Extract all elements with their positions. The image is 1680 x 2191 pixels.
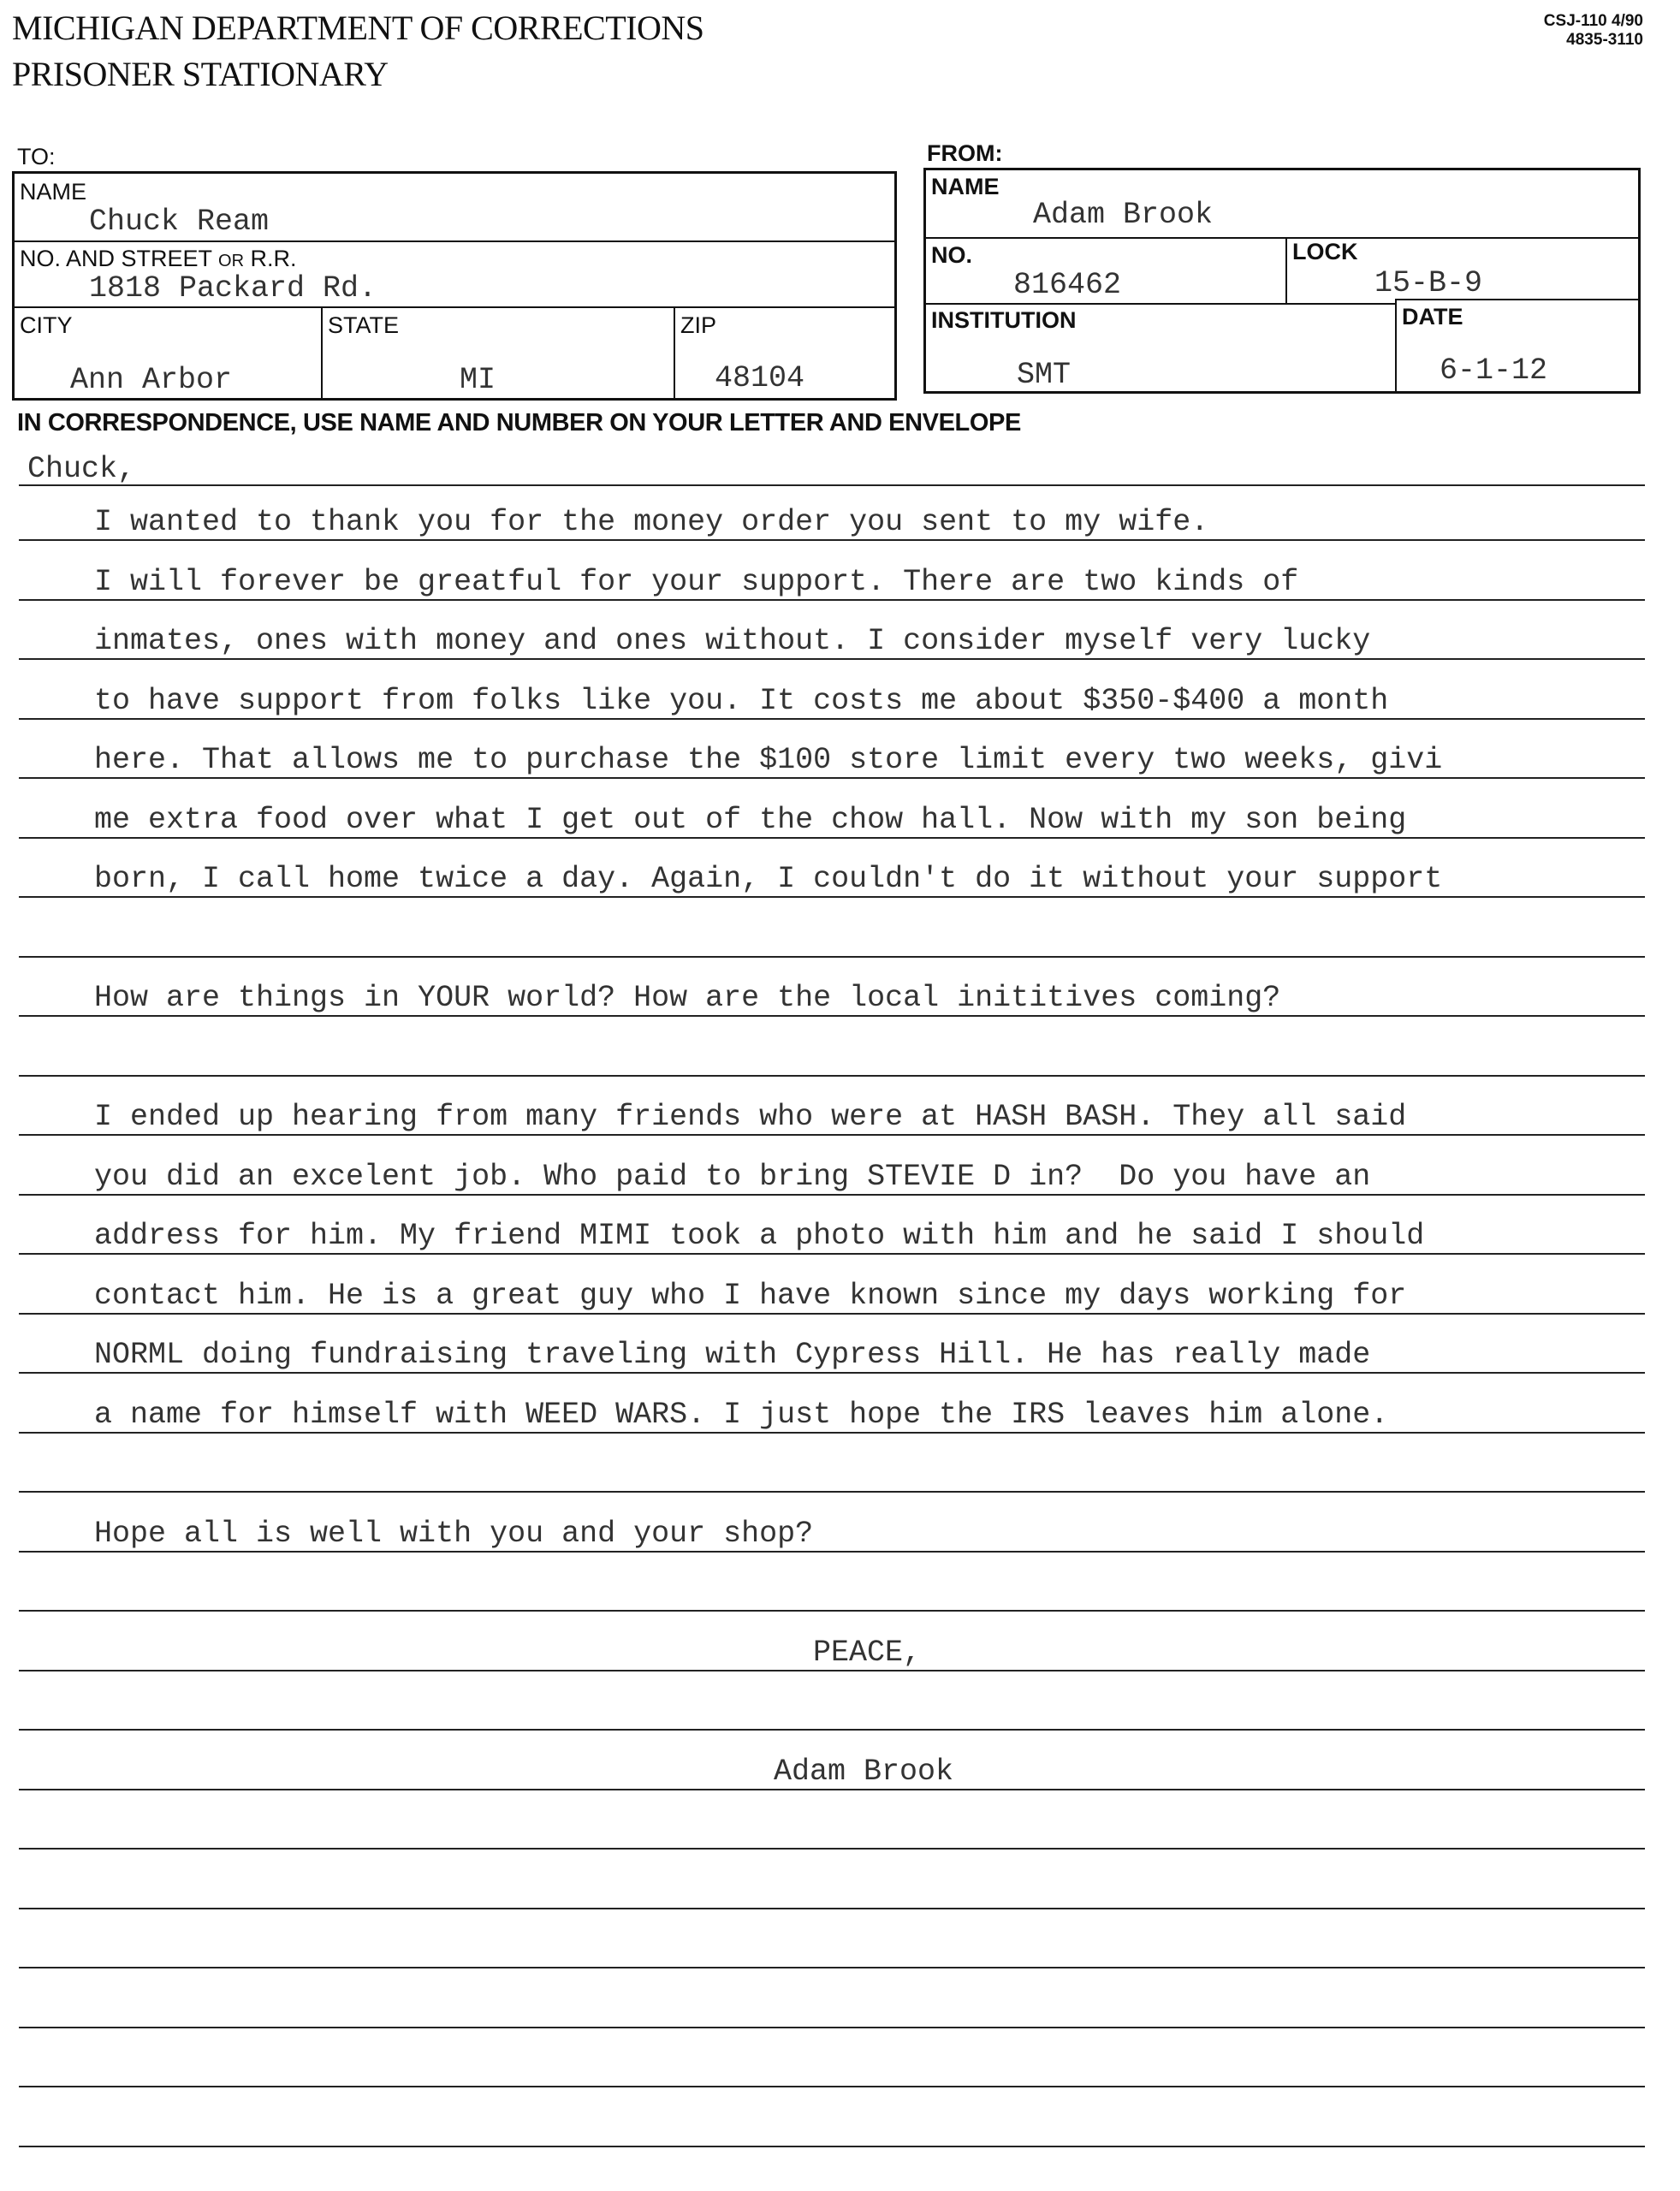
from-divider-1 [926, 237, 1638, 239]
from-divider-no-lock [1285, 237, 1287, 303]
from-name-label: NAME [931, 174, 1000, 199]
letter-line: Adam Brook [774, 1755, 954, 1789]
ruled-line [19, 2086, 1645, 2087]
to-address-box [12, 171, 897, 401]
ruled-line [19, 658, 1645, 660]
to-divider-state-zip [674, 306, 675, 398]
ruled-line [19, 1015, 1645, 1017]
to-state-label: STATE [328, 312, 400, 338]
ruled-line [19, 1551, 1645, 1553]
ruled-line [19, 1432, 1645, 1434]
ruled-line [19, 837, 1645, 839]
ruled-line [19, 484, 1645, 486]
to-city-value: Ann Arbor [70, 363, 233, 397]
letter-line: inmates, ones with money and ones without. I consider myself very lucky [94, 624, 1371, 658]
ruled-line [19, 1908, 1645, 1909]
to-street-label-b: R.R. [244, 246, 297, 271]
from-divider-2 [926, 303, 1395, 305]
to-street-value: 1818 Packard Rd. [89, 271, 377, 306]
ruled-line [19, 539, 1645, 541]
ruled-line [19, 1194, 1645, 1196]
to-state-value: MI [460, 363, 496, 397]
letter-line: I wanted to thank you for the money order you sent to my wife. [94, 505, 1209, 539]
ruled-line [19, 1670, 1645, 1671]
ruled-line [19, 1967, 1645, 1968]
to-zip-label: ZIP [680, 312, 717, 338]
from-lock-value: 15-B-9 [1374, 266, 1483, 300]
letter-line: PEACE, [813, 1636, 922, 1670]
from-no-label: NO. [931, 242, 973, 268]
form-title-line-1: MICHIGAN DEPARTMENT OF CORRECTIONS [12, 9, 704, 47]
to-divider-2 [15, 306, 894, 308]
ruled-line [19, 1253, 1645, 1255]
from-date-value: 6-1-12 [1440, 353, 1548, 388]
letter-line: here. That allows me to purchase the $100 store limit every two weeks, givi [94, 743, 1443, 777]
ruled-line [19, 1729, 1645, 1731]
letter-line: to have support from folks like you. It costs me about $350-$400 a month [94, 684, 1389, 718]
from-no-value: 816462 [1013, 268, 1122, 302]
ruled-line [19, 1313, 1645, 1315]
to-city-label: CITY [20, 312, 73, 338]
ruled-line [19, 2146, 1645, 2147]
letter-line: I ended up hearing from many friends who were at HASH BASH. They all said [94, 1100, 1407, 1134]
form-code: CSJ-110 4/90 [1543, 12, 1643, 30]
letter-greeting: Chuck, [27, 452, 136, 486]
ruled-line [19, 599, 1645, 601]
to-name-value: Chuck Ream [89, 205, 270, 239]
letter-line: address for him. My friend MIMI took a photo with him and he said I should [94, 1219, 1425, 1253]
letter-line: a name for himself with WEED WARS. I just hope the IRS leaves him alone. [94, 1398, 1389, 1432]
ruled-line [19, 1610, 1645, 1612]
ruled-line [19, 956, 1645, 958]
from-name-value: Adam Brook [1033, 198, 1214, 232]
from-date-label: DATE [1402, 304, 1463, 330]
from-lock-label: LOCK [1292, 239, 1358, 264]
from-address-box [923, 168, 1641, 394]
form-code-block [1544, 12, 1643, 50]
to-street-label [20, 246, 297, 274]
to-section-label: TO: [17, 144, 56, 169]
to-divider-city-state [321, 306, 323, 398]
form-title [12, 5, 703, 98]
ruled-line [19, 1789, 1645, 1790]
ruled-line [19, 1372, 1645, 1374]
to-street-label-or: OR [218, 252, 245, 270]
ruled-line [19, 1848, 1645, 1850]
from-institution-label: INSTITUTION [931, 307, 1077, 333]
ruled-line [19, 1134, 1645, 1136]
to-divider-1 [15, 240, 894, 242]
to-name-label: NAME [20, 179, 87, 205]
ruled-line [19, 718, 1645, 720]
ruled-line [19, 2027, 1645, 2028]
letter-line: I will forever be greatful for your support. There are two kinds of [94, 565, 1299, 599]
letter-line: How are things in YOUR world? How are the local inititives coming? [94, 981, 1281, 1015]
ruled-line [19, 777, 1645, 779]
letter-line: NORML doing fundraising traveling with Cypress Hill. He has really made [94, 1338, 1371, 1372]
form-number: 4835-3110 [1566, 31, 1643, 49]
form-title-line-2: PRISONER STATIONARY [12, 55, 389, 93]
from-section-label: FROM: [927, 140, 1003, 166]
letter-line: contact him. He is a great guy who I have known since my days working for [94, 1279, 1407, 1313]
to-street-label-a: NO. AND STREET [20, 246, 219, 271]
letter-line: Hope all is well with you and your shop? [94, 1517, 814, 1551]
letter-line: me extra food over what I get out of the chow hall. Now with my son being [94, 803, 1407, 837]
correspondence-notice: IN CORRESPONDENCE, USE NAME AND NUMBER ON YOUR LETTER AND ENVELOPE [17, 409, 1021, 436]
to-zip-value: 48104 [715, 361, 805, 395]
from-divider-inst-date [1395, 299, 1397, 391]
ruled-line [19, 896, 1645, 898]
letter-line: born, I call home twice a day. Again, I couldn't do it without your support [94, 862, 1443, 896]
letter-line: you did an excelent job. Who paid to bring STEVIE D in? Do you have an [94, 1160, 1371, 1194]
from-institution-value: SMT [1017, 358, 1072, 392]
ruled-line [19, 1075, 1645, 1077]
ruled-line [19, 1491, 1645, 1493]
